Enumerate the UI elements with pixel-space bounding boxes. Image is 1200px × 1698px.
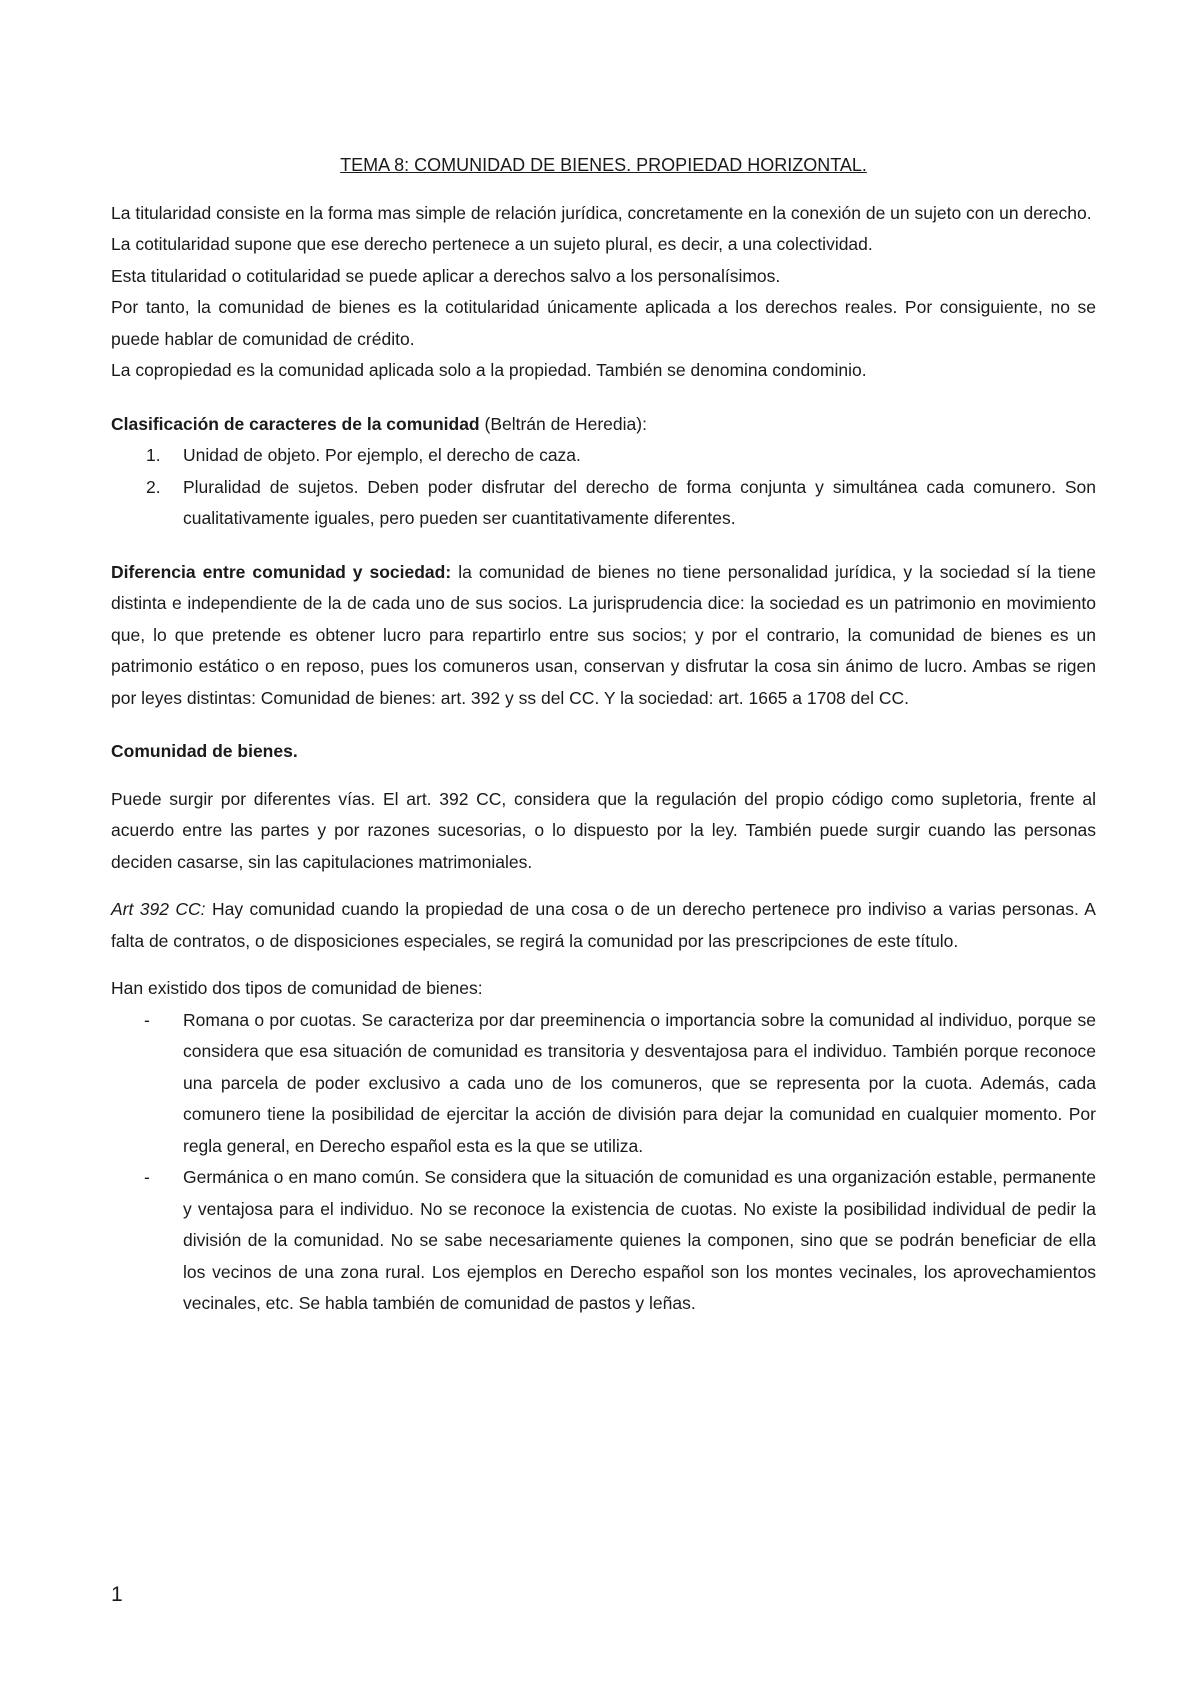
art-392-paragraph xyxy=(111,894,1096,957)
list-item-text: Romana o por cuotas. Se caracteriza por dar preeminencia o importancia sobre la comunidad al individuo, porque se considera que esa situación de comunidad es transitoria y desventajosa para el individuo. También porque reconoce una parcela de poder exclusivo a cada uno de los comuneros, que se representa por la cuota. Además, cada comunero tiene la posibilidad de ejercitar la acción de división para dejar la comunidad en cualquier momento. Por regla general, en Derecho español esta es la que se utiliza. xyxy=(183,1009,1096,1156)
intro-paragraph-cotitularidad: La cotitularidad supone que ese derecho pertenece a un sujeto plural, es decir, a una colectividad. xyxy=(111,234,873,254)
intro-paragraph-comunidad-bienes: Por tanto, la comunidad de bienes es la cotitularidad únicamente aplicada a los derechos reales. Por consiguiente, no se puede hablar de comunidad de crédito. xyxy=(111,297,1096,349)
art-392-text: Hay comunidad cuando la propiedad de una cosa o de un derecho pertenece pro indiviso a varias personas. A falta de contratos, o de disposiciones especiales, se regirá la comunidad por las prescripciones de este título. xyxy=(111,899,1096,951)
comunidad-heading: Comunidad de bienes. xyxy=(111,741,298,761)
list-marker: 1. xyxy=(146,445,161,465)
list-item xyxy=(111,1005,1096,1163)
list-marker: - xyxy=(144,1167,150,1187)
document-body xyxy=(111,150,1096,1320)
clasificacion-heading-author: (Beltrán de Heredia): xyxy=(479,413,647,434)
list-item xyxy=(111,440,1096,472)
list-marker: - xyxy=(144,1009,150,1030)
list-item-text: Unidad de objeto. Por ejemplo, el derecho de caza. xyxy=(183,445,581,465)
clasificacion-heading: Clasificación de caracteres de la comunidad xyxy=(111,413,480,434)
clasificacion-heading-line xyxy=(111,409,1096,441)
list-item-text: Pluralidad de sujetos. Deben poder disfrutar del derecho de forma conjunta y simultánea cada comunero. Son cualitativamente iguales, pero pueden ser cuantitativamente diferentes. xyxy=(183,476,1096,528)
diferencia-paragraph xyxy=(111,557,1096,715)
list-item-text: Germánica o en mano común. Se considera que la situación de comunidad es una organización estable, permanente y ventajosa para el individuo. No se reconoce la existencia de cuotas. No existe la posibilidad individual de pedir la división de la comunidad. No se sabe necesariamente quienes la componen, sino que se podrán beneficiar de ella los vecinos de una zona rural. Los ejemplos en Derecho español son los montes vecinales, los aprovechamientos vecinales, etc. Se habla también de comunidad de pastos y leñas. xyxy=(183,1167,1096,1313)
tipos-intro: Han existido dos tipos de comunidad de bienes: xyxy=(111,978,483,998)
art-392-label: Art 392 CC: xyxy=(111,899,206,919)
list-item xyxy=(111,472,1096,535)
document-title: TEMA 8: COMUNIDAD DE BIENES. PROPIEDAD HORIZONTAL. xyxy=(340,155,867,175)
list-marker: 2. xyxy=(146,476,161,497)
list-item xyxy=(111,1162,1096,1320)
page-number: 1 xyxy=(111,1583,123,1606)
clasificacion-list xyxy=(111,440,1096,535)
comunidad-heading-line xyxy=(111,736,1096,768)
intro-paragraph-personalisimos: Esta titularidad o cotitularidad se puede aplicar a derechos salvo a los personalísimos. xyxy=(111,265,781,286)
diferencia-text: la comunidad de bienes no tiene personalidad jurídica, y la sociedad sí la tiene distinta e independiente de la de cada uno de sus socios. La jurisprudencia dice: la sociedad es un patrimonio en movimiento que, lo que pretende es obtener lucro para repartirlo entre sus socios; y por el contrario, la comunidad de bienes es un patrimonio estático o en reposo, pues los comuneros usan, conservan y disfrutar la cosa sin ánimo de lucro. Ambas se rigen por leyes distintas: Comunidad de bienes: art. 392 y ss del CC. Y la sociedad: art. 1665 a 1708 del CC. xyxy=(111,561,1096,708)
comunidad-origen-paragraph: Puede surgir por diferentes vías. El art. 392 CC, considera que la regulación del propio código como supletoria, frente al acuerdo entre las partes y por razones sucesorias, o lo dispuesto por la ley. También puede surgir cuando las personas deciden casarse, sin las capitulaciones matrimoniales. xyxy=(111,788,1096,872)
intro-paragraph-copropiedad: La copropiedad es la comunidad aplicada solo a la propiedad. También se denomina condominio. xyxy=(111,360,867,380)
intro-paragraph-titularidad: La titularidad consiste en la forma mas simple de relación jurídica, concretamente en la conexión de un sujeto con un derecho. xyxy=(111,202,1092,223)
tipos-list xyxy=(111,1005,1096,1320)
diferencia-heading: Diferencia entre comunidad y sociedad: xyxy=(111,561,452,582)
